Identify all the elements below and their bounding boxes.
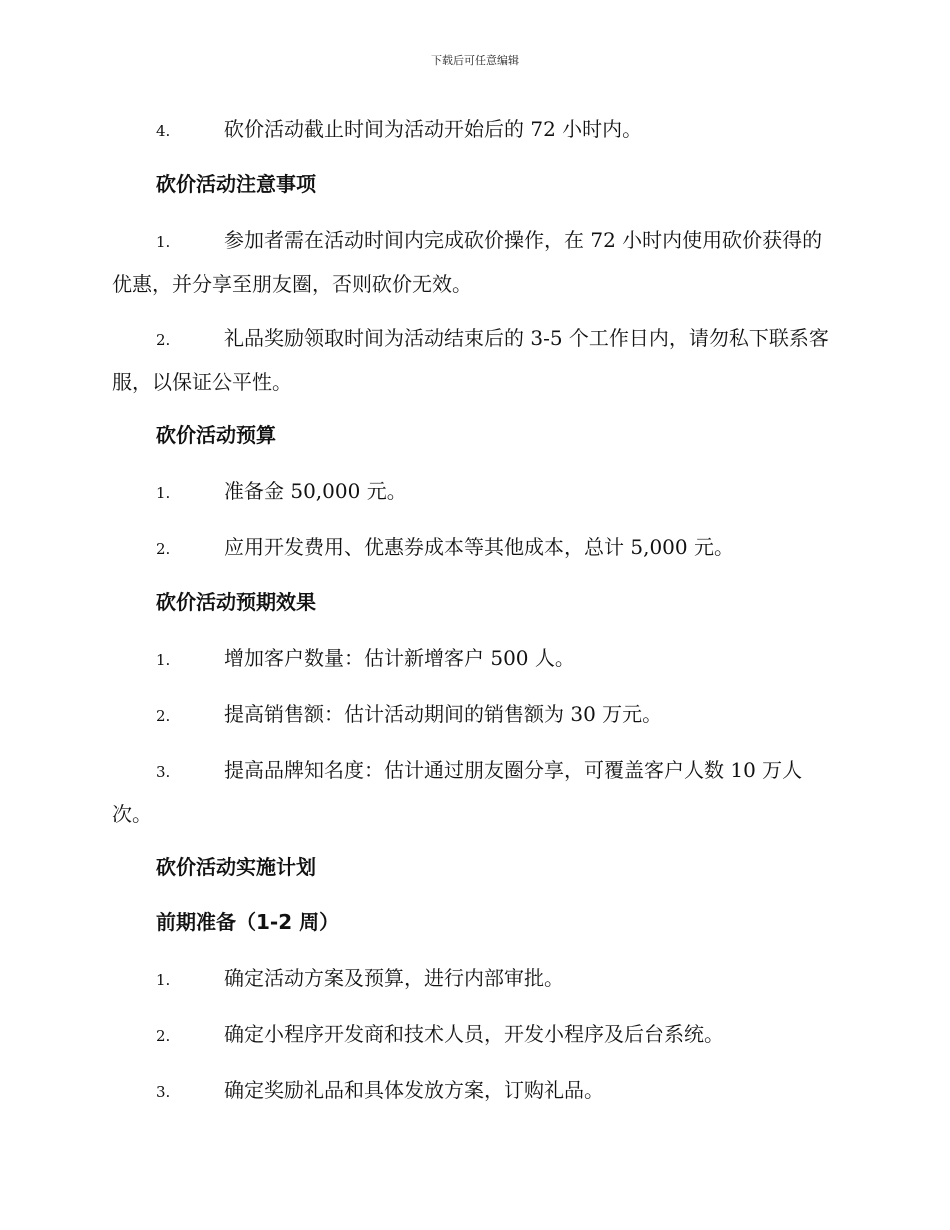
list-item-number: 3.	[156, 1083, 171, 1101]
list-item-number: 1.	[156, 484, 171, 502]
list-item-text: 应用开发费用、优惠券成本等其他成本，总计 5,000 元。	[224, 535, 734, 559]
section-heading-expected-effect: 砍价活动预期效果	[156, 590, 316, 614]
list-item-number: 1.	[156, 971, 171, 989]
list-item	[112, 1013, 830, 1057]
list-item-number: 2.	[156, 1027, 171, 1045]
list-item	[112, 317, 830, 403]
section-heading-implementation-plan: 砍价活动实施计划	[156, 855, 316, 879]
list-item	[112, 108, 830, 152]
document-body	[112, 108, 830, 1125]
section-heading-budget: 砍价活动预算	[156, 423, 276, 447]
list-item-text: 礼品奖励领取时间为活动结束后的 3-5 个工作日内，请勿私下联系客服，以保证公平性。	[112, 326, 829, 394]
list-item	[112, 219, 830, 305]
list-item-number: 2.	[156, 540, 171, 558]
list-item-number: 1.	[156, 651, 171, 669]
list-item	[112, 637, 830, 681]
list-item-text: 确定小程序开发商和技术人员，开发小程序及后台系统。	[224, 1022, 724, 1046]
list-item	[112, 693, 830, 737]
list-item	[112, 749, 830, 835]
list-item-number: 3.	[156, 763, 171, 781]
page-header-note: 下载后可任意编辑	[431, 54, 519, 67]
list-item	[112, 526, 830, 570]
list-item-text: 确定奖励礼品和具体发放方案，订购礼品。	[224, 1078, 604, 1102]
list-item-number: 2.	[156, 707, 171, 725]
list-item-text: 确定活动方案及预算，进行内部审批。	[224, 966, 564, 990]
section-heading-notes: 砍价活动注意事项	[156, 172, 316, 196]
list-item-text: 砍价活动截止时间为活动开始后的 72 小时内。	[224, 117, 643, 141]
list-item	[112, 470, 830, 514]
list-item-number: 1.	[156, 233, 171, 251]
list-item-text: 提高品牌知名度：估计通过朋友圈分享，可覆盖客户人数 10 万人次。	[112, 758, 803, 826]
section-heading-preparation: 前期准备（1-2 周）	[156, 910, 340, 934]
list-item	[112, 1069, 830, 1113]
list-item-text: 准备金 50,000 元。	[224, 479, 407, 503]
list-item-text: 提高销售额：估计活动期间的销售额为 30 万元。	[224, 702, 663, 726]
list-item-number: 4.	[156, 122, 171, 140]
list-item-text: 增加客户数量：估计新增客户 500 人。	[224, 646, 575, 670]
list-item	[112, 957, 830, 1001]
list-item-number: 2.	[156, 331, 171, 349]
list-item-text: 参加者需在活动时间内完成砍价操作，在 72 小时内使用砍价获得的优惠，并分享至朋友圈，否则砍价无效。	[112, 228, 823, 296]
